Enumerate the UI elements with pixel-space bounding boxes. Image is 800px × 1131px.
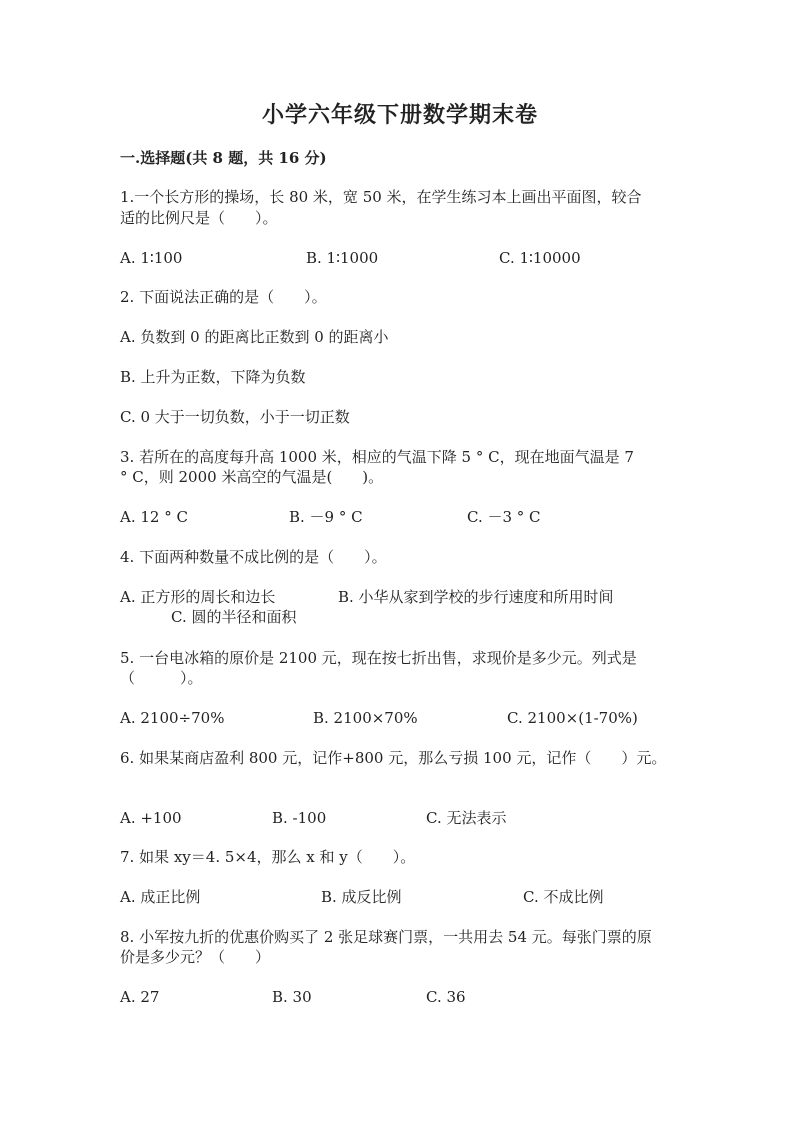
question-7-option-c: C. 不成比例 [523, 888, 604, 906]
question-6-text: 6. 如果某商店盈利 800 元，记作+800 元，那么亏损 100 元，记作（ ）元。 [120, 749, 667, 767]
question-5-option-a: A. 2100÷70% [120, 709, 225, 727]
question-3-option-c: C. －3 ° C [467, 508, 541, 526]
question-8-line-1: 8. 小军按九折的优惠价购买了 2 张足球赛门票，一共用去 54 元。每张门票的原 [120, 928, 652, 946]
question-4-option-c: C. 圆的半径和面积 [171, 608, 297, 626]
question-8-option-b: B. 30 [272, 988, 312, 1006]
question-1-option-c: C. 1∶10000 [499, 249, 581, 267]
question-3-line-1: 3. 若所在的高度每升高 1000 米，相应的气温下降 5 ° C，现在地面气温是 7 [120, 448, 634, 466]
question-5-option-b: B. 2100×70% [313, 709, 418, 727]
question-8-line-2: 价是多少元？（ ） [120, 948, 271, 966]
question-7-option-b: B. 成反比例 [321, 888, 402, 906]
question-3-option-b: B. －9 ° C [289, 508, 363, 526]
question-5-line-1: 5. 一台电冰箱的原价是 2100 元，现在按七折出售，求现价是多少元。列式是 [120, 649, 637, 667]
question-4-option-b: B. 小华从家到学校的步行速度和所用时间 [338, 588, 614, 606]
question-7-text: 7. 如果 xy＝4. 5×4，那么 x 和 y（ ）。 [120, 848, 416, 866]
question-7-option-a: A. 成正比例 [120, 888, 201, 906]
question-1-option-b: B. 1∶1000 [306, 249, 379, 267]
question-5-line-2: （ ）。 [120, 669, 203, 687]
question-2-option-b: B. 上升为正数，下降为负数 [120, 368, 306, 386]
question-1-option-a: A. 1∶100 [120, 249, 183, 267]
page-title: 小学六年级下册数学期末卷 [261, 102, 538, 128]
question-6-option-b: B. -100 [272, 809, 327, 827]
question-6-option-c: C. 无法表示 [426, 809, 507, 827]
question-1-line-1: 1.一个长方形的操场，长 80 米，宽 50 米，在学生练习本上画出平面图，较合 [120, 188, 642, 206]
question-4-option-a: A. 正方形的周长和边长 [120, 588, 276, 606]
question-2-option-a: A. 负数到 0 的距离比正数到 0 的距离小 [120, 328, 389, 346]
question-1-line-2: 适的比例尺是（ ）。 [120, 209, 278, 227]
question-5-option-c: C. 2100×(1-70%) [507, 709, 638, 727]
question-8-option-c: C. 36 [426, 988, 466, 1006]
question-8-option-a: A. 27 [120, 988, 160, 1006]
question-3-line-2: ° C，则 2000 米高空的气温是( )。 [120, 468, 384, 486]
question-2-option-c: C. 0 大于一切负数，小于一切正数 [120, 408, 350, 426]
question-4-text: 4. 下面两种数量不成比例的是（ ）。 [120, 548, 387, 566]
question-2-text: 2. 下面说法正确的是（ ）。 [120, 288, 327, 306]
question-3-option-a: A. 12 ° C [120, 508, 188, 526]
question-6-option-a: A. +100 [120, 809, 182, 827]
section-heading: 一.选择题(共 8 题，共 16 分) [120, 149, 327, 167]
